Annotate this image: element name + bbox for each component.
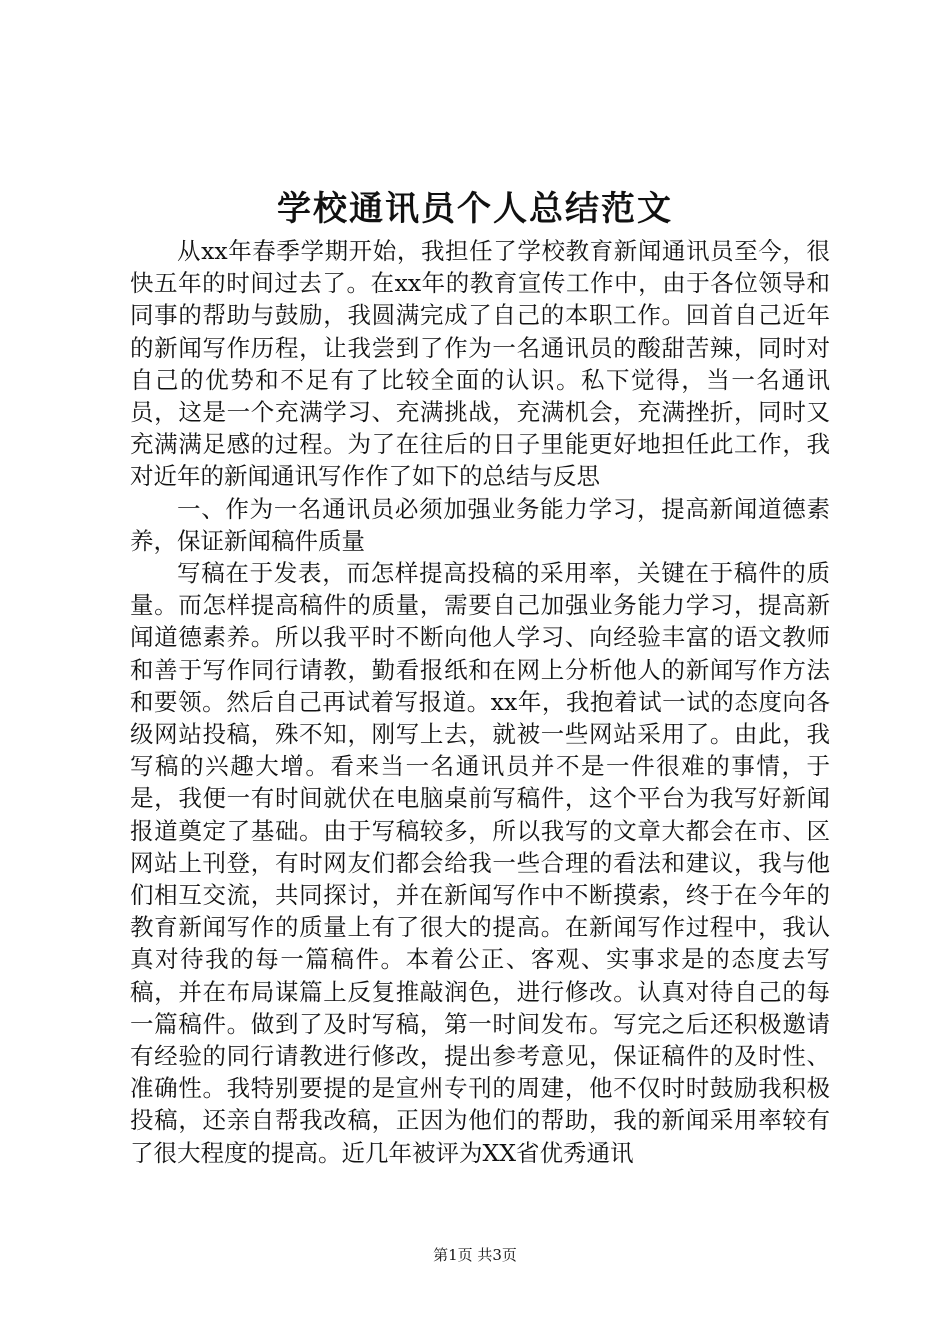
page-footer: 第1页 共3页 — [433, 1246, 517, 1264]
paragraph-writing-quality: 写稿在于发表，而怎样提高投稿的采用率，关键在于稿件的质量。而怎样提高稿件的质量，需要自己加强业务能力学习，提高新闻道德素养。所以我平时不断向他人学习、向经验丰富的语文教师和善于写作同行请教，勤看报纸和在网上分析他人的新闻写作方法和要领。然后自己再试着写报道。xx年，我抱着试一试的态度向各级网站投稿，殊不知，刚写上去，就被一些网站采用了。由此，我写稿的兴趣大增。看来当一名通讯员并不是一件很难的事情，于是，我便一有时间就伏在电脑桌前写稿件，这个平台为我写好新闻报道奠定了基础。由于写稿较多，所以我写的文章大都会在市、区网站上刊登，有时网友们都会给我一些合理的看法和建议，我与他们相互交流，共同探讨，并在新闻写作中不断摸索，终于在今年的教育新闻写作的质量上有了很大的提高。在新闻写作过程中，我认真对待我的每一篇稿件。本着公正、客观、实事求是的态度去写稿，并在布局谋篇上反复推敲润色，进行修改。认真对待自己的每一篇稿件。做到了及时写稿，第一时间发布。写完之后还积极邀请有经验的同行请教进行修改，提出参考意见，保证稿件的及时性、准确性。我特别要提的是宣州专刊的周建，他不仅时时鼓励我积极投稿，还亲自帮我改稿，正因为他们的帮助，我的新闻采用率较有了很大程度的提高。近几年被评为XX省优秀通讯 — [130, 559, 830, 1167]
paragraph-heading-one: 一、作为一名通讯员必须加强业务能力学习，提高新闻道德素养，保证新闻稿件质量 — [130, 494, 830, 555]
paragraph-intro: 从xx年春季学期开始，我担任了学校教育新闻通讯员至今，很快五年的时间过去了。在xx年的教育宣传工作中，由于各位领导和同事的帮助与鼓励，我圆满完成了自己的本职工作。回首自己近年的新闻写作历程，让我尝到了作为一名通讯员的酸甜苦辣，同时对自己的优势和不足有了比较全面的认识。私下觉得，当一名通讯员，这是一个充满学习、充满挑战，充满机会，充满挫折，同时又充满满足感的过程。为了在往后的日子里能更好地担任此工作，我对近年的新闻通讯写作作了如下的总结与反思 — [130, 237, 830, 491]
document-title: 学校通讯员个人总结范文 — [277, 189, 673, 229]
document-body — [130, 235, 830, 1169]
